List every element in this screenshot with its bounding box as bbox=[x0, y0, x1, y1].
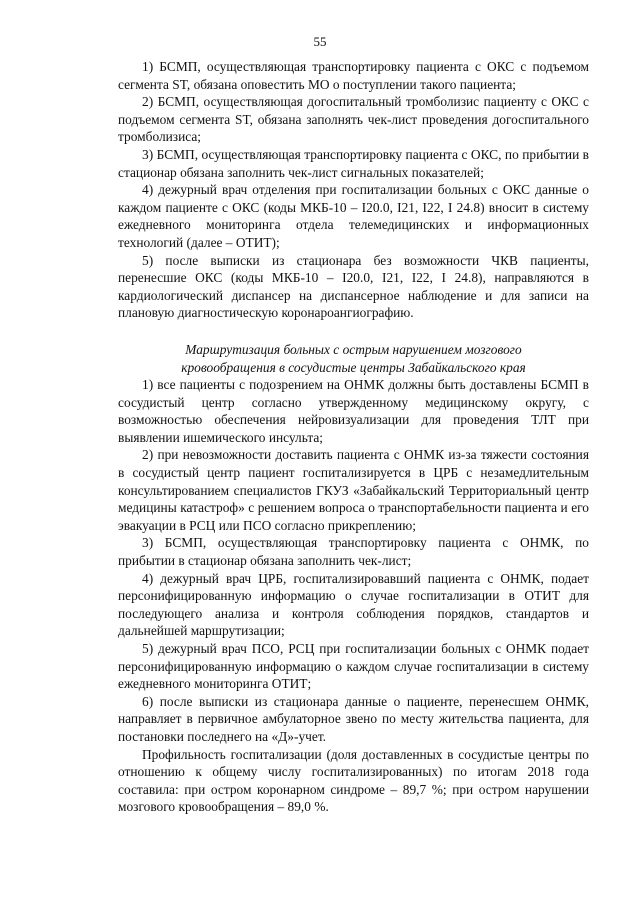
paragraph-onmk-5: 5) дежурный врач ПСО, РСЦ при госпитализации больных с ОНМК подает персонифицированную информацию о каждом случае госпитализации в систему ежедневного мониторинга ОТИТ; bbox=[118, 641, 589, 692]
section-heading bbox=[118, 341, 589, 376]
paragraph-oks-3: 3) БСМП, осуществляющая транспортировку пациента с ОКС, по прибытии в стационар обязана заполнить чек-лист сигнальных показателей; bbox=[118, 146, 589, 180]
paragraph-onmk-4: 4) дежурный врач ЦРБ, госпитализировавший пациента с ОНМК, подает персонифицированную информацию о случае госпитализации в ОТИТ для последующего анализа и контроля соблюдения порядков, стандартов и дальнейшей маршрутизации; bbox=[118, 570, 589, 639]
section-heading-line-2: кровообращения в сосудистые центры Забайкальского края bbox=[181, 359, 526, 375]
paragraph-oks-4: 4) дежурный врач отделения при госпитализации больных с ОКС данные о каждом пациенте с ОКС (коды МКБ-10 – I20.0, I21, I22, I 24.8) вносит в систему ежедневного мониторинга отдела телемедицинских и информационных технологий (далее – ОТИТ); bbox=[118, 182, 589, 250]
paragraph-onmk-2: 2) при невозможности доставить пациента с ОНМК из-за тяжести состояния в сосудистый центр пациент госпитализируется в ЦРБ с незамедлительным консультированием специалистов ГКУЗ «Забайкальский Территориальный центр медицины катастроф» с решением вопроса о транспортабельности пациента и его эвакуации в РСЦ или ПСО согласно прикреплению; bbox=[118, 447, 589, 533]
section-heading-line-1: Маршрутизация больных с острым нарушением мозгового bbox=[185, 341, 522, 357]
page-number: 55 bbox=[313, 34, 327, 49]
paragraph-oks-2: 2) БСМП, осуществляющая догоспитальный тромболизис пациенту с ОКС с подъемом сегмента ST, обязана заполнять чек-лист проведения догоспитального тромболизиса; bbox=[118, 94, 589, 145]
document-body bbox=[118, 58, 589, 816]
paragraph-profile-summary: Профильность госпитализации (доля доставленных в сосудистые центры по отношению к общему числу госпитализированных) по итогам 2018 года составила: при остром коронарном синдроме – 89,7 %; при остром нарушении мозгового кровообращения – 89,0 %. bbox=[118, 746, 589, 815]
paragraph-oks-5: 5) после выписки из стационара без возможности ЧКВ пациенты, перенесшие ОКС (коды МКБ-10 – I20.0, I21, I22, I 24.8), направляются в кардиологический диспансер на диспансерное наблюдение и для записи на плановую диагностическую коронароангиографию. bbox=[118, 252, 589, 321]
paragraph-onmk-1: 1) все пациенты с подозрением на ОНМК должны быть доставлены БСМП в сосудистый центр согласно утвержденному медицинскому округу, с возможностью обеспечения нейровизуализации для проведения ТЛТ при выявлении ишемического инсульта; bbox=[118, 377, 589, 445]
paragraph-onmk-6: 6) после выписки из стационара данные о пациенте, перенесшем ОНМК, направляет в первичное амбулаторное звено по месту жительства пациента, для постановки последнего на «Д»-учет. bbox=[118, 693, 589, 744]
paragraph-oks-1: 1) БСМП, осуществляющая транспортировку пациента с ОКС с подъемом сегмента ST, обязана оповестить МО о поступлении такого пациента; bbox=[118, 59, 589, 92]
paragraph-onmk-3: 3) БСМП, осуществляющая транспортировку пациента с ОНМК, по прибытии в стационар обязана заполнить чек-лист; bbox=[118, 535, 589, 569]
